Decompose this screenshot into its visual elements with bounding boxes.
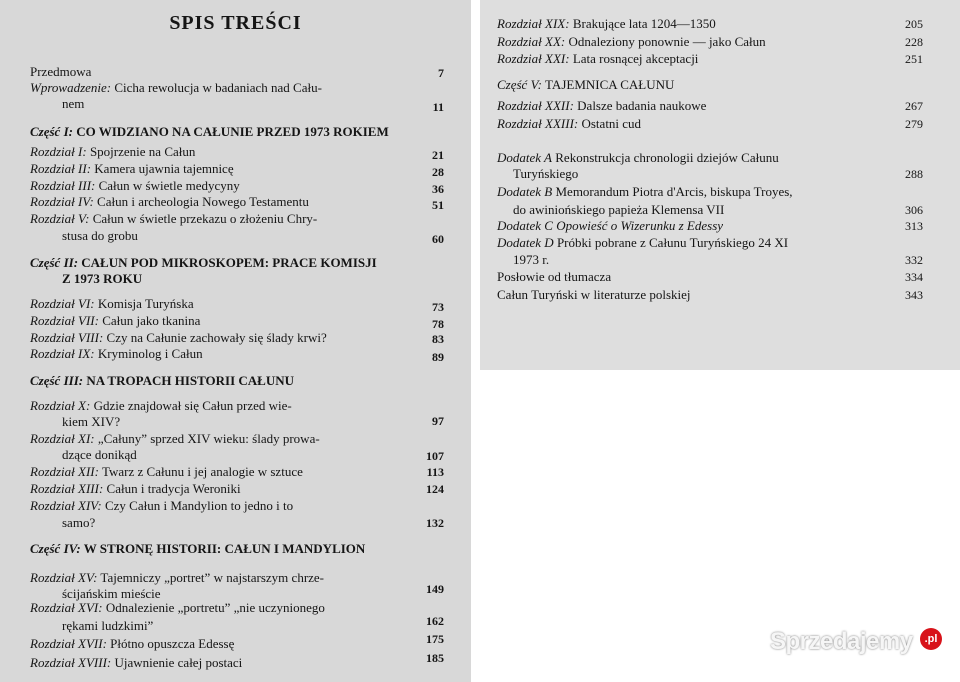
page-number: 175 xyxy=(426,632,444,646)
appendix-entry-cont: 1973 r. xyxy=(513,252,550,267)
page-number: 228 xyxy=(905,35,923,49)
page-number: 267 xyxy=(905,99,923,113)
page-number: 83 xyxy=(432,332,444,346)
toc-entry: Rozdział XIII: Całun i tradycja Weroniki xyxy=(30,481,241,496)
toc-entry-cont: nem xyxy=(62,96,85,111)
toc-entry: Rozdział XVII: Płótno opuszcza Edessę xyxy=(30,636,235,651)
page-number: 288 xyxy=(905,167,923,181)
page-number: 343 xyxy=(905,288,923,302)
watermark-logo: Sprzedajemy xyxy=(770,628,913,655)
toc-entry: Rozdział V: Całun w świetle przekazu o złożeniu Chry- xyxy=(30,211,318,226)
page-number: 28 xyxy=(432,165,444,179)
toc-entry: Rozdział X: Gdzie znajdował się Całun przed wie- xyxy=(30,398,292,413)
toc-entry: Rozdział VII: Całun jako tkanina xyxy=(30,313,201,328)
watermark-logo-badge: .pl xyxy=(920,628,942,650)
page-number: 107 xyxy=(426,449,444,463)
toc-entry: Rozdział XX: Odnaleziony ponownie — jako Całun xyxy=(497,34,766,49)
toc-entry: Rozdział XIV: Czy Całun i Mandylion to jedno i to xyxy=(30,498,294,513)
toc-entry-cont: stusa do grobu xyxy=(62,228,138,243)
toc-entry: Rozdział XII: Twarz z Całunu i jej analogie w sztuce xyxy=(30,464,303,479)
toc-entry-cont: rękami ludzkimi” xyxy=(62,618,154,633)
toc-entry-cont: samo? xyxy=(62,515,96,530)
appendix-entry: Dodatek B Memorandum Piotra d'Arcis, biskupa Troyes, xyxy=(497,184,793,199)
toc-entry: Posłowie od tłumacza xyxy=(497,269,612,284)
page-number: 332 xyxy=(905,253,923,267)
toc-entry: Rozdział XVIII: Ujawnienie całej postaci xyxy=(30,655,243,670)
page-number: 51 xyxy=(432,198,444,212)
toc-entry: Rozdział XXIII: Ostatni cud xyxy=(497,116,642,131)
part-heading: Część V: TAJEMNICA CAŁUNU xyxy=(497,77,675,92)
page-number: 7 xyxy=(438,66,444,80)
toc-entry: Rozdział VI: Komisja Turyńska xyxy=(30,296,194,311)
toc-entry-cont: dzące donikąd xyxy=(62,447,137,462)
part-heading: Część I: CO WIDZIANO NA CAŁUNIE PRZED 1973 ROKIEM xyxy=(30,124,389,139)
page-number: 89 xyxy=(432,350,444,364)
appendix-entry: Dodatek C Opowieść o Wizerunku z Edessy xyxy=(497,218,724,233)
toc-entry-cont: kiem XIV? xyxy=(62,414,121,429)
page-title: SPIS TREŚCI xyxy=(169,12,302,34)
toc-entry: Rozdział XIX: Brakujące lata 1204—1350 xyxy=(497,16,716,31)
left-page xyxy=(0,0,471,682)
page-number: 162 xyxy=(426,614,444,628)
page-number: 78 xyxy=(432,317,444,331)
part-heading-cont: Z 1973 ROKU xyxy=(62,271,143,286)
page-number: 73 xyxy=(432,300,444,314)
toc-entry: Rozdział XXI: Lata rosnącej akceptacji xyxy=(497,51,699,66)
page-number: 113 xyxy=(426,465,444,479)
page-number: 36 xyxy=(432,182,444,196)
toc-entry: Przedmowa xyxy=(30,64,92,79)
page-number: 306 xyxy=(905,203,923,217)
part-heading: Część IV: W STRONĘ HISTORII: CAŁUN I MANDYLION xyxy=(30,541,366,556)
toc-entry-cont: ścijańskim mieście xyxy=(62,586,161,601)
toc-entry: Rozdział XXII: Dalsze badania naukowe xyxy=(497,98,707,113)
toc-entry: Całun Turyński w literaturze polskiej xyxy=(497,287,691,302)
toc-entry: Rozdział IX: Kryminolog i Całun xyxy=(30,346,203,361)
toc-entry: Rozdział XVI: Odnalezienie „portretu” „nie uczynionego xyxy=(30,600,325,615)
part-heading: Część III: NA TROPACH HISTORII CAŁUNU xyxy=(30,373,295,388)
toc-entry: Rozdział III: Całun w świetle medycyny xyxy=(30,178,240,193)
appendix-entry-cont: do awiniońskiego papieża Klemensa VII xyxy=(513,202,725,217)
page-number: 313 xyxy=(905,219,923,233)
page-number: 124 xyxy=(426,482,444,496)
appendix-entry: Dodatek A Rekonstrukcja chronologii dziejów Całunu xyxy=(497,150,779,165)
page-number: 21 xyxy=(432,148,444,162)
toc-entry: Rozdział IV: Całun i archeologia Nowego Testamentu xyxy=(30,194,309,209)
page-number: 205 xyxy=(905,17,923,31)
page-number: 334 xyxy=(905,270,923,284)
page-number: 60 xyxy=(432,232,444,246)
appendix-entry-cont: Turyńskiego xyxy=(513,166,579,181)
toc-entry: Rozdział XV: Tajemniczy „portret” w najstarszym chrze- xyxy=(30,570,325,585)
toc-entry: Wprowadzenie: Cicha rewolucja w badaniach nad Cału- xyxy=(30,80,322,95)
page-number: 149 xyxy=(426,582,444,596)
page-number: 185 xyxy=(426,651,444,665)
page-number: 279 xyxy=(905,117,923,131)
toc-entry: Rozdział I: Spojrzenie na Całun xyxy=(30,144,196,159)
toc-entry: Rozdział II: Kamera ujawnia tajemnicę xyxy=(30,161,234,176)
toc-entry: Rozdział XI: „Całuny” sprzed XIV wieku: ślady prowa- xyxy=(30,431,320,446)
appendix-entry: Dodatek D Próbki pobrane z Całunu Turyńskiego 24 XI xyxy=(497,235,789,250)
part-heading: Część II: CAŁUN POD MIKROSKOPEM: PRACE KOMISJI xyxy=(30,255,377,270)
page-number: 132 xyxy=(426,516,444,530)
toc-entry: Rozdział VIII: Czy na Całunie zachowały się ślady krwi? xyxy=(30,330,327,345)
page-number: 11 xyxy=(432,100,444,114)
page-number: 97 xyxy=(432,414,444,428)
page-number: 251 xyxy=(905,52,923,66)
